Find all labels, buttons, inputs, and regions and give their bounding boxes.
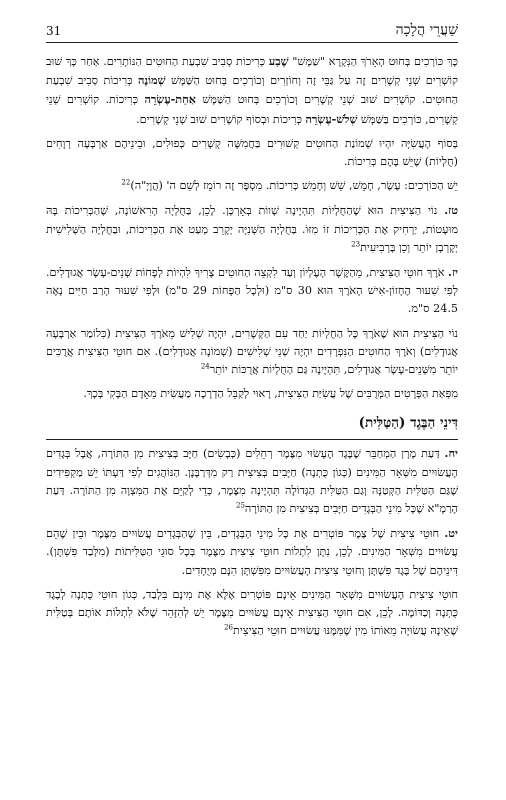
paragraph: נוֹי הַצִּיצִית הוּא שֶׁאֹרֶךְ כָּל הַחֻלְיוֹת יַחַד עִם הַקְּשָׁרִים, יִהְיֶה שְׁלִישׁ מֵאֹרֶךְ הַצִּיצִית (כִּלוֹמַר אַרְבָּעָה אֲגוּדָלִים) וְאֹרֶךְ הַחוּטִים הַנִּפְרָדִים יִהְיֶה שְׁנֵי שְׁלִישִׁים (שְׁמוֹנָה אֲגוּדָלִים). אִם חוּטֵי הַצִּיצִית אֲרֻכִּים יוֹתֵר מִשְּׁנֵים-עָשָׂר אֲגוּדָלִים, תִּהְיֶינָה גַּם הַחֻלְיוֹת אֲרֻכּוֹת יוֹתֵר$^{24}$ [46, 326, 459, 377]
page-number: 31 [46, 24, 62, 38]
footnote-ref[interactable]: 24 [200, 362, 210, 371]
paragraph-label: טז. [444, 203, 458, 218]
paragraph-label: יז. [448, 265, 458, 280]
header-rule [46, 42, 458, 43]
paragraph-label: יח. [444, 446, 458, 461]
section-rule [46, 439, 458, 440]
page-body [46, 52, 458, 646]
paragraph-label: יט. [444, 526, 458, 541]
page-header [46, 0, 458, 40]
section-heading: דִּינֵי הַבֶּגֶד (הַטַּלִּית) [358, 415, 458, 432]
paragraph: כָּךְ כּוֹרְכִים בְּחוּט הָאָרֹךְ הַנִּקְרָא "שַׁמָּשׁ" שֶׁבַע כְּרִיכוֹת סְבִיב שִׁבְעַת הַחוּטִים הַנּוֹתָרִים. אַחַר כָּךְ שׁוּב קוֹשְׁרִים שְׁנֵי קְשָׁרִים זֶה עַל גַּבֵּי זֶה וְחוֹזְרִים וְכוֹרְכִים בְּחוּט הַשַּׁמָּשׁ שְׁמוֹנֶה כְּרִיכוֹת סְבִיב שִׁבְעַת הַחוּטִים. קוֹשְׁרִים שׁוּב שְׁנֵי קְשָׁרִים וְכוֹרְכִים בְּחוּט הַשַּׁמָּשׁ אַחַת-עֶשְׂרֵה כְּרִיכוֹת. קוֹשְׁרִים שְׁנֵי קְשָׁרִים, כּוֹרְכִים בַּשַּׁמָּשׁ שְׁלֹשׁ-עֶשְׂרֵה כְּרִיכוֹת וּבְסוֹף קוֹשְׁרִים שׁוּב שְׁנֵי קְשָׁרִים. [46, 54, 458, 126]
paragraph: חוּטֵי צִיצִית הָעֲשׂוּיִים מִשְּׁאָר הַמִּינִים אֵינָם פּוֹטְרִים אֶלָּא אֶת מִינָם בִּלְבַד, כְּגוֹן חוּטֵי כֻּתְנָה לְבֶגֶד כֻּתְנָה וְכַדּוֹמֶה. לָכֵן, אִם חוּטֵי הַצִּיצִית אֵינָם עֲשׂוּיִים מִצֶּמֶר יֵשׁ לְהִזָּהֵר שֶׁלֹּא לִתְלוֹת אוֹתָם בְּטַלִּית שֶׁאֵינָהּ עֲשׂוּיָה מֵאוֹתוֹ מִין שֶׁמִּמֶּנּוּ עֲשׂוּיִים חוּטֵי הַצִּיצִית$^{26}$ [46, 587, 458, 638]
footnote-ref[interactable]: 23 [351, 240, 361, 249]
paragraph: מִפְּאַת הַפְּרָטִים הַמְּרֻבִּים שֶׁל עֲשִׂיַּת הַצִּיצִית, רָאוּי לְקַבֵּל הַדְרָכָה מַעֲשִׂית מֵאָדָם הַבָּקִי בְּכָךְ. [83, 387, 458, 401]
paragraph-19: יט. חוּטֵי צִיצִית שֶׁל צֶמֶר פּוֹטְרִים אֶת כָּל מִינֵי הַבְּגָדִים, בֵּין שֶׁהַבְּגָדִים עֲשׂוּיִים מִצֶּמֶר וּבֵין שֶׁהֵם עֲשׂוּיִים מִשְּׁאָר הַמִּינִים. לָכֵן, נִתָּן לִתְלוֹת חוּטֵי צִיצִית מִצֶּמֶר בְּכָל סוּגֵי הַטַּלִּיתוֹת (מִלְּבַד פִּשְׁתָּן). דִּינֵיהֶם שֶׁל בֶּגֶד פִּשְׁתָּן וְחוּטֵי צִיצִית הָעֲשׂוּיִים מִפִּשְׁתָּן הִנָּם מְיֻחָדִים. [46, 526, 458, 577]
footnote-ref[interactable]: 25 [235, 501, 245, 510]
paragraph-17: יז. אֹרֶךְ חוּטֵי הַצִּיצִית, מֵהַקֶּשֶׁר הָעֶלְיוֹן וְעַד לִקְצֵה הַחוּטִים צָרִיךְ לִהְיוֹת לְפָחוֹת שְׁנֵים-עָשָׂר אֲגוּדָלִים. לְפִי שִׁעוּר הֶחָזוֹן-אִישׁ הָאֹרֶךְ הוּא 30 ס"מ (וּלְכָל הַפָּחוֹת 29 ס"מ) וּלְפִי שִׁעוּר הָרַב חַיִּים נָאֶה 24.5 ס"מ. [46, 265, 458, 316]
paragraph: בְּסוֹף הָעֲשִׂיָּה יִהְיוּ שְׁמוֹנַת הַחוּטִים קְשׁוּרִים בַּחֲמִשָּׁה קְשָׁרִים כְּפוּלִים, וּבֵינֵיהֶם אַרְבָּעָה רְוָחִים (חֻלְיוֹת) שֶׁיֵּשׁ בָּהֶם כְּרִיכוֹת. [46, 136, 458, 169]
footnote-ref[interactable]: 26 [224, 623, 233, 632]
paragraph-16: טז. נוֹי הַצִּיצִית הוּא שֶׁהַחֻלְיוֹת תִּהְיֶינָה שָׁווֹת בְּאָרְכָּן. לָכֵן, בַּחֻלְיָה הָרִאשׁוֹנָה, שֶׁהַכְּרִיכוֹת בָּהּ מוּעָטוֹת, יַרְחִיק אֶת הַכְּרִיכוֹת זוֹ מִזּוֹ. בַּחֻלְיָה הַשְּׁנִיָּה יְקָרֵב מְעַט אֶת הַכְּרִיכוֹת, וּבַחֻלְיָה הַשְּׁלִישִׁית יְקָרְבָן יוֹתֵר וְכֵן בָּרְבִיעִית$^{23}$ [46, 203, 458, 254]
footnote-ref[interactable]: 22 [121, 178, 131, 187]
running-title: שַׁעֲרֵי הֲלָכָה [395, 22, 458, 38]
paragraph: יֵשׁ הַכּוֹרְכִים: עֶשֶׂר, חָמֵשׁ, שֵׁשׁ וְחָמֵשׁ כְּרִיכוֹת. מִסְפָּר זֶה רוֹמֵז לְשֵׁם ה' (הֲוָיָ"ה)$^{22}$ [121, 178, 458, 193]
paragraph-18: יח. דַּעַת מָרָן הַמְחַבֵּר שֶׁבֶּגֶד הֶעָשׂוּי מִצֶּמֶר רְחֵלִים (כְּבָשִׂים) חַיָּב בְּצִיצִית מִן הַתּוֹרָה, אֲבָל בְּגָדִים הָעֲשׂוּיִים מִשְּׁאָר הַמִּינִים (כְּגוֹן כֻּתְנָה) חַיָּבִים בְּצִיצִית רַק מִדְּרַבָּנָן. הַנּוֹהֲגִים לְפִי דַּעְתּוֹ יֵשׁ מַקְפִּידִים שֶׁגַּם הַטַּלִּית הַקְּטַנָּה וְגַם הַטַּלִּית הַגְּדוֹלָה תִּהְיֶינָה מִצֶּמֶר, כְּדֵי לְקַיֵּם אֶת הַמִּצְוָה מִן הַתּוֹרָה. דַּעַת הָרַמָ"א שֶׁכָּל מִינֵי הַבְּגָדִים חַיָּבִים בְּצִיצִית מִן הַתּוֹרָה$^{25}$ [46, 446, 458, 516]
